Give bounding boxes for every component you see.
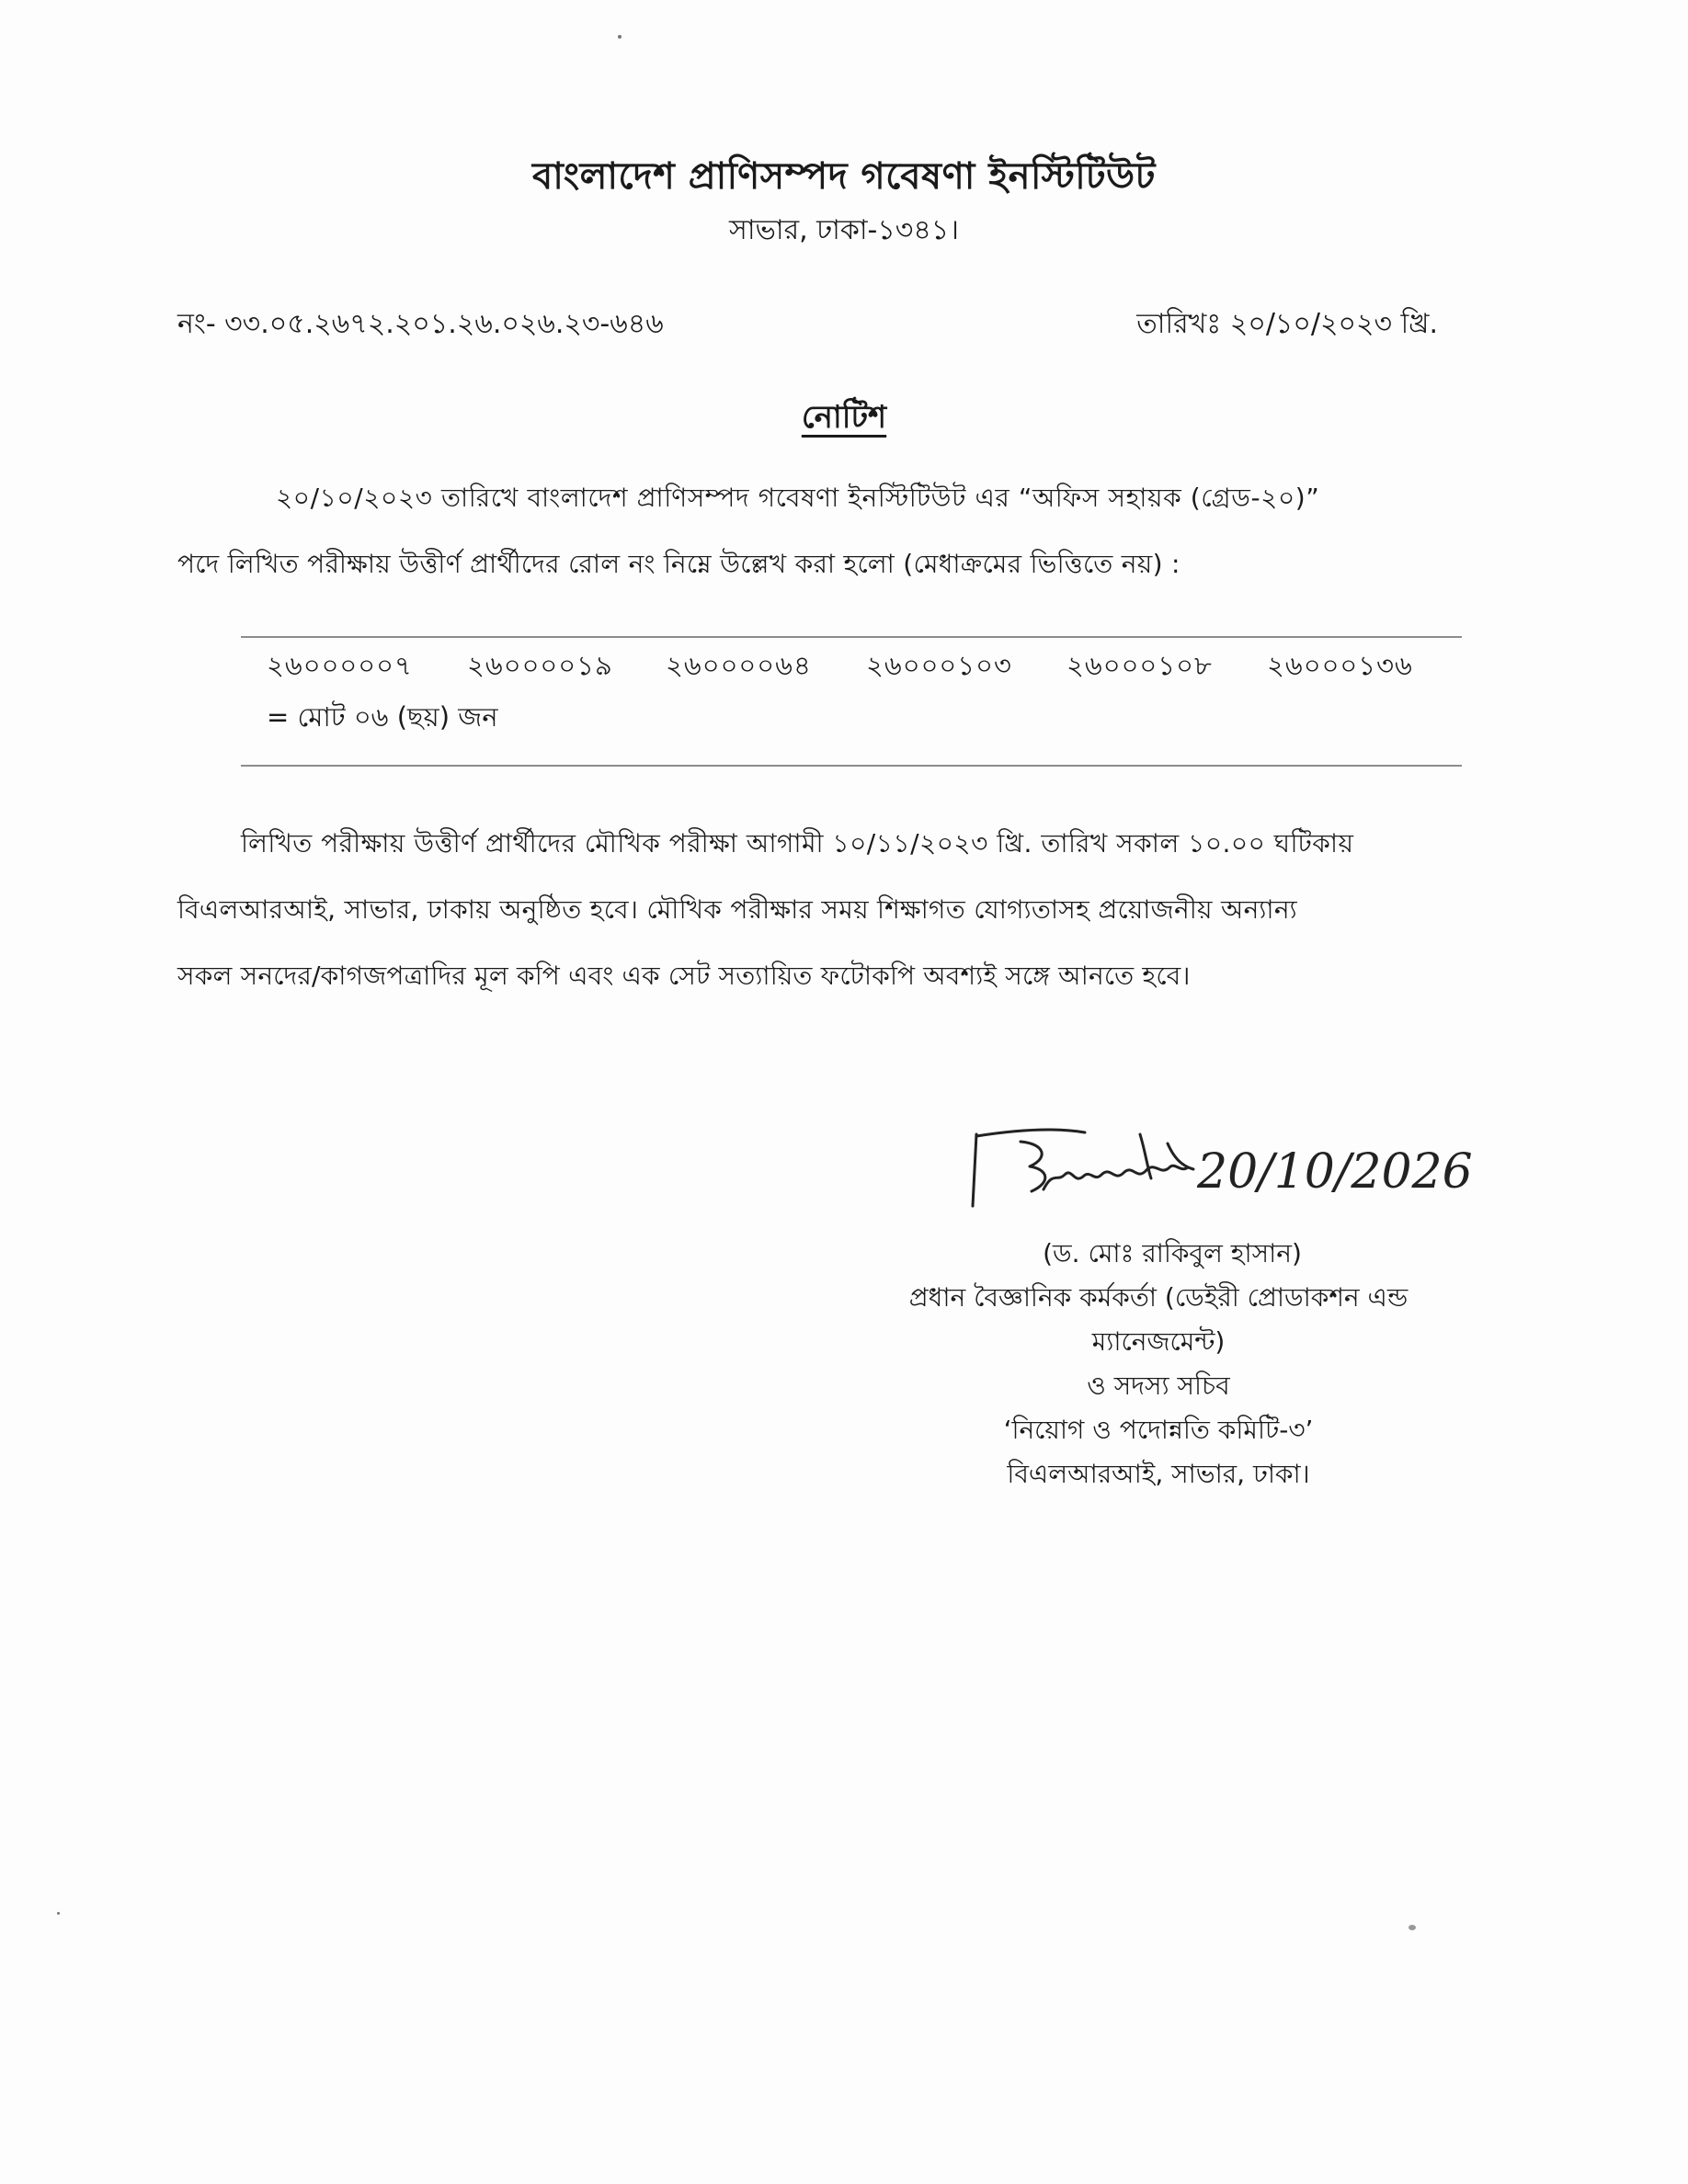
paragraph-2-line-2: বিএলআরআই, সাভার, ঢাকায় অনুষ্ঠিত হবে। মৌখিক পরীক্ষার সময় শিক্ষাগত যোগ্যতাসহ প্রয়োজনীয় অন্যান্য bbox=[177, 894, 1297, 925]
roll-number: ২৬০০০০১৯ bbox=[467, 650, 613, 681]
roll-number: ২৬০০০০০৭ bbox=[267, 650, 413, 681]
paragraph-1-line-2: পদে লিখিত পরীক্ষায় উত্তীর্ণ প্রার্থীদের রোল নং নিম্নে উল্লেখ করা হলো (মেধাক্রমের ভিত্তিতে নয়) : bbox=[177, 549, 1180, 579]
divider-bottom bbox=[241, 765, 1462, 767]
memo-date: তারিখঃ ২০/১০/২০২৩ খ্রি. bbox=[1136, 308, 1438, 340]
paragraph-1-line-1: ২০/১০/২০২৩ তারিখে বাংলাদেশ প্রাণিসম্পদ গবেষণা ইনস্টিটিউট এর “অফিস সহায়ক (গ্রেড-২০)” bbox=[276, 483, 1320, 513]
organization-name: বাংলাদেশ প্রাণিসম্পদ গবেষণা ইনস্টিটিউট bbox=[532, 155, 1156, 198]
memo-number: নং- ৩৩.০৫.২৬৭২.২০১.২৬.০২৬.২৩-৬৪৬ bbox=[177, 308, 664, 340]
handwritten-signature bbox=[956, 1116, 1545, 1226]
total-count: = মোট ০৬ (ছয়) জন bbox=[267, 701, 498, 733]
divider-top bbox=[241, 636, 1462, 638]
roll-number: ২৬০০০০৬৪ bbox=[666, 650, 812, 681]
roll-number: ২৬০০০১০৩ bbox=[866, 650, 1012, 681]
signatory-role: ও সদস্য সচিব bbox=[1087, 1371, 1230, 1401]
handwritten-date: 20/10/2026 bbox=[1197, 1144, 1473, 1200]
roll-number: ২৬০০০১০৮ bbox=[1066, 650, 1213, 681]
signatory-designation-line-2: ম্যানেজমেন্ট) bbox=[1091, 1326, 1226, 1357]
notice-title-text: নোটিশ bbox=[801, 399, 887, 436]
signatory-committee: ‘নিয়োগ ও পদোন্নতি কমিটি-৩’ bbox=[1003, 1415, 1314, 1445]
signatory-name: (ড. মোঃ রাকিবুল হাসান) bbox=[1043, 1238, 1302, 1268]
roll-number: ২৬০০০১৩৬ bbox=[1267, 650, 1413, 681]
signatory-block bbox=[809, 1232, 1508, 1496]
paragraph-2-line-3: সকল সনদের/কাগজপত্রাদির মূল কপি এবং এক সেট সত্যায়িত ফটোকপি অবশ্যই সঙ্গে আনতে হবে। bbox=[177, 961, 1191, 991]
scan-speck bbox=[1409, 1925, 1416, 1930]
signatory-designation-line-1: প্রধান বৈজ্ঞানিক কর্মকর্তা (ডেইরী প্রোডাকশন এন্ড bbox=[908, 1282, 1409, 1313]
scan-speck bbox=[57, 1912, 60, 1915]
signatory-office: বিএলআরআই, সাভার, ঢাকা। bbox=[1007, 1459, 1310, 1489]
organization-address: সাভার, ঢাকা-১৩৪১। bbox=[729, 214, 959, 246]
paragraph-2-line-1: লিখিত পরীক্ষায় উত্তীর্ণ প্রার্থীদের মৌখিক পরীক্ষা আগামী ১০/১১/২০২৩ খ্রি. তারিখ সকাল ১০.০০ ঘটিকায় bbox=[241, 828, 1354, 859]
notice-title bbox=[0, 393, 1688, 446]
scan-speck bbox=[618, 35, 622, 39]
